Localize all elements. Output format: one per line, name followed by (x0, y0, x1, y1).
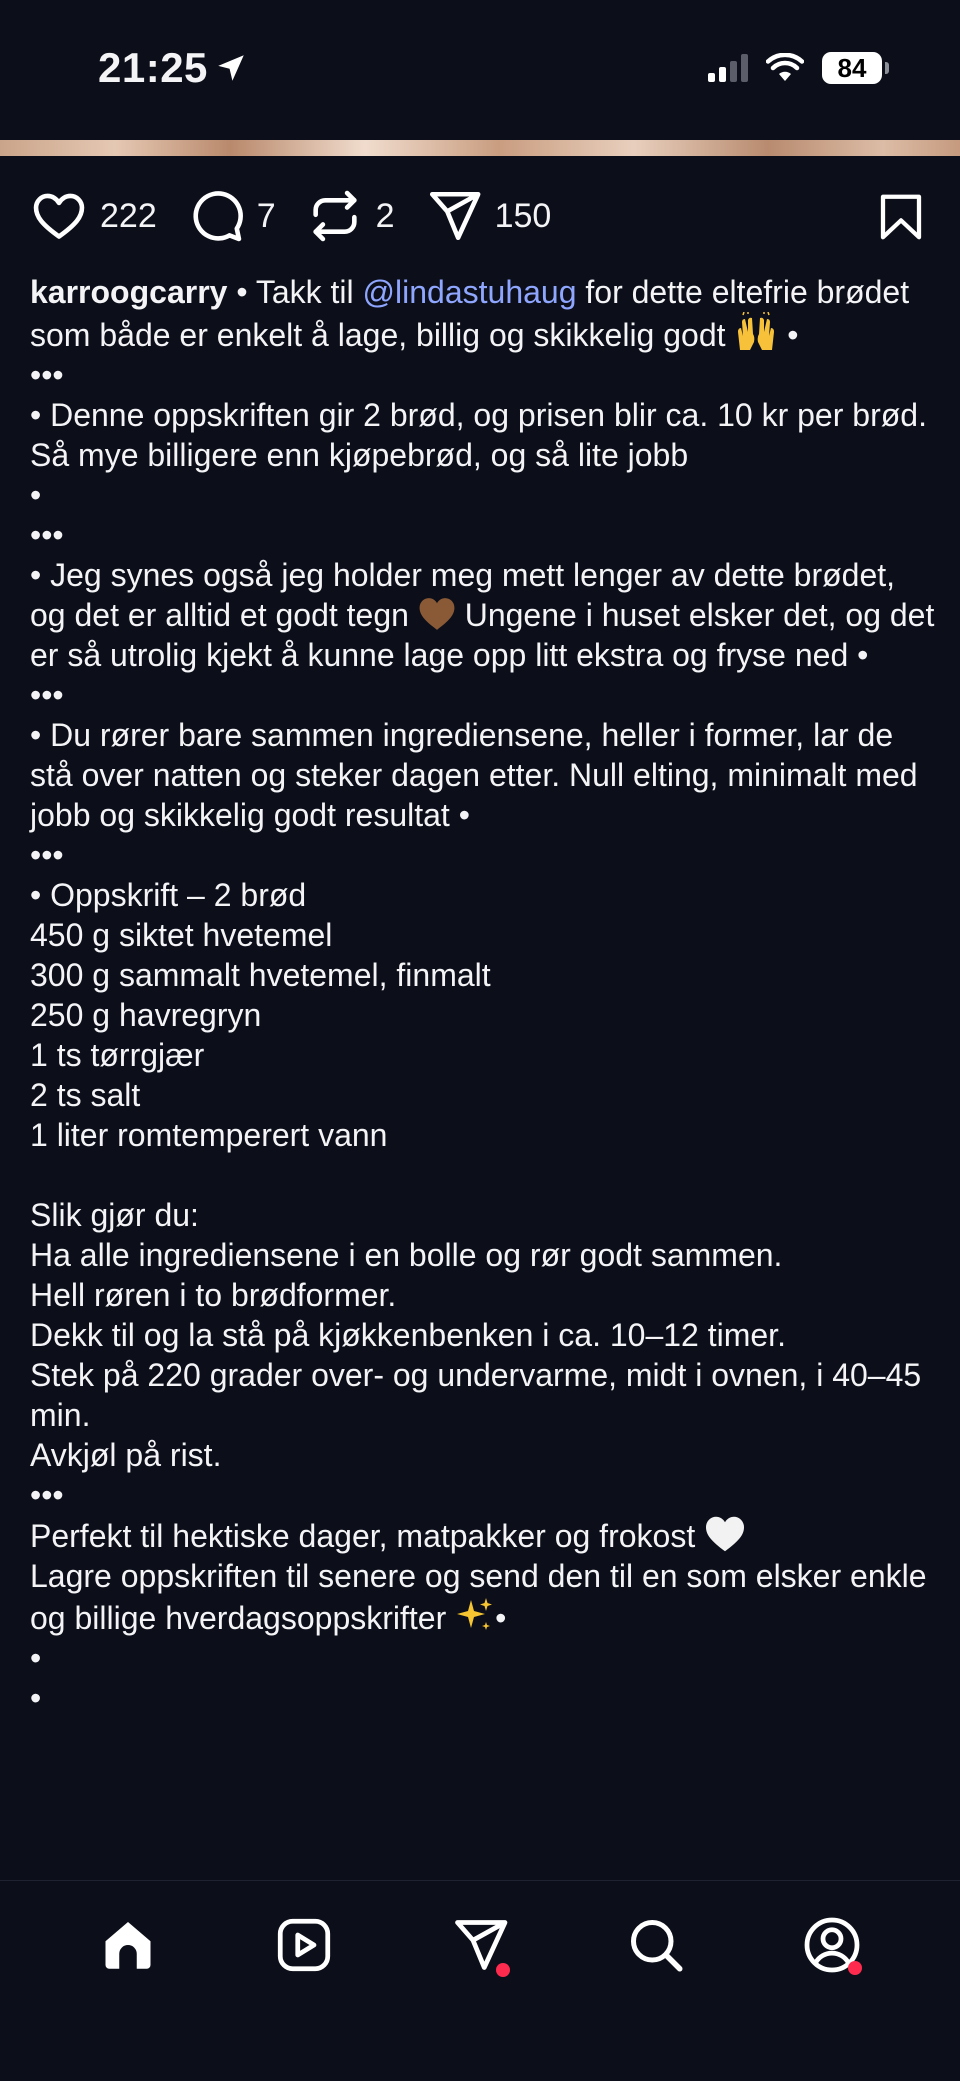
battery-indicator (822, 52, 882, 84)
comment-icon (187, 187, 245, 245)
bullet-line: • (30, 1640, 42, 1676)
wifi-icon (766, 53, 804, 83)
reels-icon (274, 1915, 334, 1975)
send-icon (425, 187, 483, 245)
nav-home[interactable] (92, 1909, 164, 1981)
share-count: 150 (494, 196, 552, 235)
repost-button[interactable] (306, 187, 395, 245)
ingredient: 1 liter romtemperert vann (30, 1117, 388, 1153)
caption-outro-2: Lagre oppskriften til senere og send den til en som elsker enkle og billige hverdagsoppskrifter • (30, 1558, 927, 1636)
save-button[interactable] (874, 188, 928, 251)
separator: ••• (30, 837, 64, 873)
sparkles-emoji-icon (455, 1596, 495, 1636)
method-step: Avkjøl på rist. (30, 1437, 222, 1473)
clock (98, 44, 248, 92)
cellular-signal-icon (708, 54, 748, 82)
mention-link[interactable]: @lindastuhaug (362, 274, 577, 310)
battery-level: 84 (837, 52, 867, 83)
nav-messages[interactable] (444, 1909, 516, 1981)
post-action-bar (30, 180, 940, 252)
caption-paragraph-1: • Denne oppskriften gir 2 brød, og prisen blir ca. 10 kr per brød. Så mye billigere enn kjøpebrød, og så lite jobb (30, 397, 927, 473)
method-step: Hell røren i to brødformer. (30, 1277, 397, 1313)
post-image-edge[interactable] (0, 140, 960, 156)
white-heart-emoji-icon (704, 1515, 746, 1553)
heart-icon (30, 187, 88, 245)
status-bar (0, 0, 960, 140)
ingredient: 2 ts salt (30, 1077, 141, 1113)
notification-dot (848, 1961, 862, 1975)
separator: ••• (30, 357, 64, 393)
share-button[interactable] (425, 187, 552, 245)
comment-count: 7 (256, 196, 276, 235)
bullet-line: • (30, 1680, 42, 1716)
method-step: Stek på 220 grader over- og undervarme, midt i ovnen, i 40–45 min. (30, 1357, 922, 1433)
bullet-line: • (30, 477, 42, 513)
nav-search[interactable] (620, 1909, 692, 1981)
caption-outro-1: Perfekt til hektiske dager, matpakker og frokost (30, 1515, 935, 1556)
blank-line (30, 1155, 935, 1195)
like-count: 222 (100, 196, 157, 235)
time-text: 21:25 (98, 44, 208, 91)
notification-dot (496, 1963, 510, 1977)
home-icon (98, 1915, 158, 1975)
status-indicators (708, 52, 882, 84)
repost-icon (306, 187, 364, 245)
recipe-title: • Oppskrift – 2 brød (30, 877, 307, 913)
ingredient: 1 ts tørrgjær (30, 1037, 205, 1073)
nav-profile[interactable] (796, 1909, 868, 1981)
method-step: Ha alle ingrediensene i en bolle og rør godt sammen. (30, 1237, 783, 1273)
ingredient: 450 g siktet hvetemel (30, 917, 333, 953)
username-link[interactable]: karroogcarry (30, 274, 228, 310)
separator: ••• (30, 1477, 64, 1513)
separator: ••• (30, 677, 64, 713)
caption-paragraph-3: • Du rører bare sammen ingrediensene, heller i former, lar de stå over natten og steker dagen etter. Null elting, minimalt med jobb og skikkelig godt resultat • (30, 717, 918, 833)
like-button[interactable] (30, 187, 157, 245)
ingredient: 300 g sammalt hvetemel, finmalt (30, 957, 491, 993)
ingredient: 250 g havregryn (30, 997, 262, 1033)
location-arrow-icon (214, 51, 248, 85)
separator: ••• (30, 517, 64, 553)
repost-count: 2 (375, 196, 395, 235)
raising-hands-emoji-icon (734, 312, 778, 352)
nav-reels[interactable] (268, 1909, 340, 1981)
comment-button[interactable] (187, 187, 276, 245)
caption-intro: karroogcarry • Takk til @lindastuhaug for dette eltefrie brødet som både er enkelt å lage, billig og skikkelig godt • (30, 274, 910, 353)
search-icon (626, 1915, 686, 1975)
caption-paragraph-2: • Jeg synes også jeg holder meg mett lenger av dette brødet, og det er alltid et godt tegn Ungene i huset elsker det, og det er så utrolig kjekt å kunne lage opp litt ekstra og fryse ned • (30, 557, 935, 673)
bookmark-icon (874, 188, 928, 246)
brown-heart-emoji-icon (418, 596, 456, 632)
method-step: Dekk til og la stå på kjøkkenbenken i ca. 10–12 timer. (30, 1317, 786, 1353)
post-caption (30, 272, 935, 1718)
method-title: Slik gjør du: (30, 1197, 199, 1233)
bottom-navigation (0, 1880, 960, 2081)
